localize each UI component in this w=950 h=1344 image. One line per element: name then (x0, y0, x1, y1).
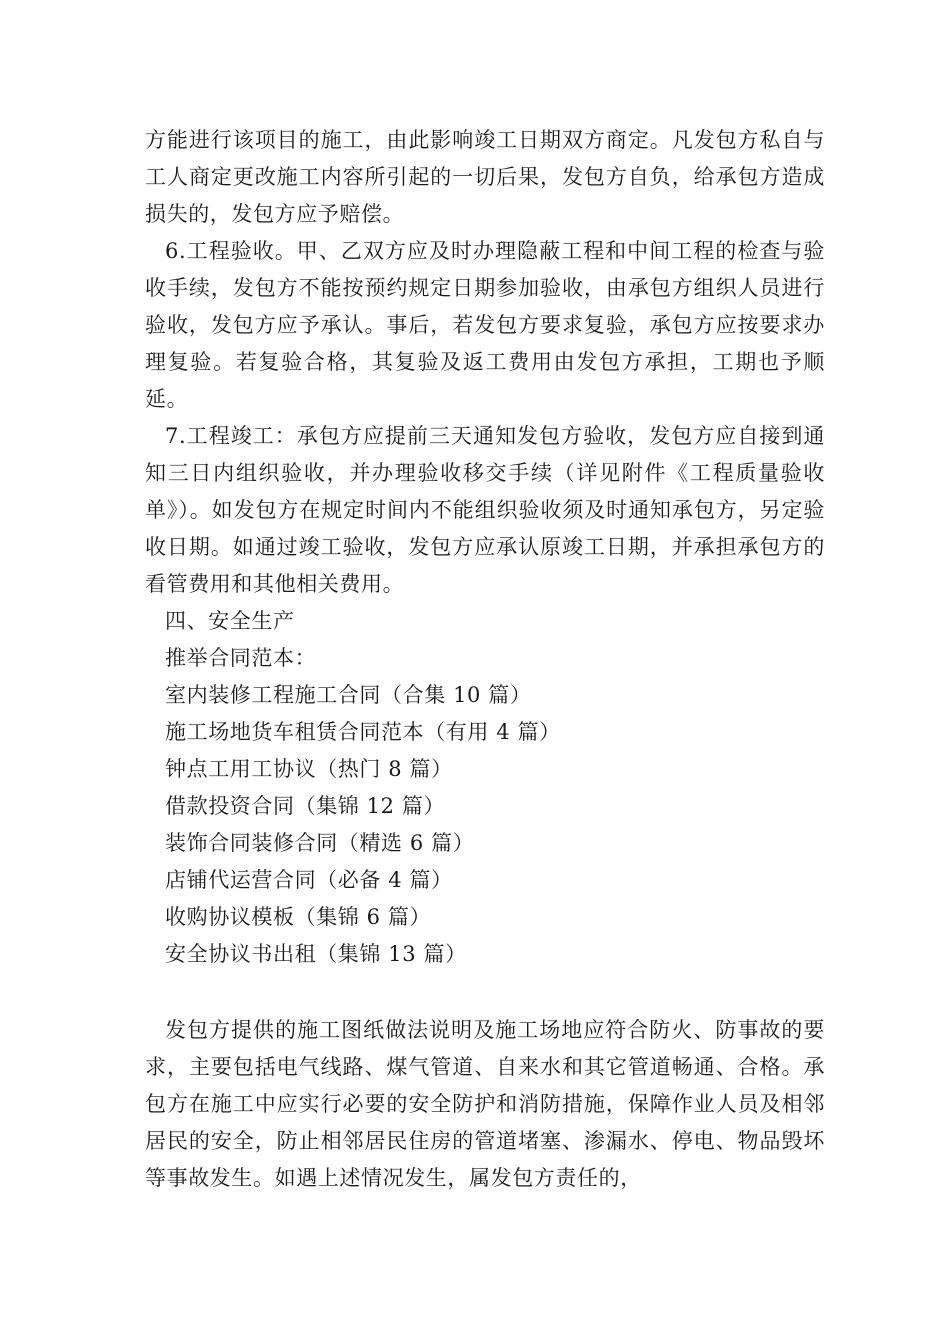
recommend-title: 推举合同范本： (165, 646, 317, 670)
document-body-bottom (145, 1012, 825, 1197)
recommend-link[interactable]: 安全协议书出租（集锦 13 篇） (165, 942, 467, 966)
recommend-link[interactable]: 收购协议模板（集锦 6 篇） (165, 905, 432, 929)
recommend-link[interactable]: 借款投资合同（集锦 12 篇） (165, 794, 446, 818)
recommend-link[interactable]: 店铺代运营合同（必备 4 篇） (165, 868, 453, 892)
section-heading: 四、安全生产 (165, 609, 295, 633)
document-body-top (145, 122, 825, 973)
paragraph-continuation: 方能进行该项目的施工，由此影响竣工日期双方商定。凡发包方私自与工人商定更改施工内容所引起的一切后果，发包方自负，给承包方造成损失的，发包方应予赔偿。 (145, 128, 825, 226)
recommend-list (145, 677, 825, 973)
recommend-link[interactable]: 钟点工用工协议（热门 8 篇） (165, 757, 453, 781)
paragraph-completion: 7.工程竣工：承包方应提前三天通知发包方验收，发包方应自接到通知三日内组织验收，并办理验收移交手续（详见附件《工程质量验收单》）。如发包方在规定时间内不能组织验收须及时通知承包方，另定验收日期。如通过竣工验收，发包方应承认原竣工日期，并承担承包方的看管费用和其他相关费用。 (145, 424, 825, 596)
paragraph-safety: 发包方提供的施工图纸做法说明及施工场地应符合防火、防事故的要求，主要包括电气线路、煤气管道、自来水和其它管道畅通、合格。承包方在施工中应实行必要的安全防护和消防措施，保障作业人员及相邻居民的安全，防止相邻居民住房的管道堵塞、渗漏水、停电、物品毁坏等事故发生。如遇上述情况发生，属发包方责任的， (145, 1018, 825, 1190)
recommend-link[interactable]: 室内装修工程施工合同（合集 10 篇） (165, 683, 532, 707)
recommend-link[interactable]: 施工场地货车租赁合同范本（有用 4 篇） (165, 720, 561, 744)
paragraph-acceptance: 6.工程验收。甲、乙双方应及时办理隐蔽工程和中间工程的检查与验收手续，发包方不能按预约规定日期参加验收，由承包方组织人员进行验收，发包方应予承认。事后，若发包方要求复验，承包方应按要求办理复验。若复验合格，其复验及返工费用由发包方承担，工期也予顺延。 (145, 239, 825, 411)
recommend-link[interactable]: 装饰合同装修合同（精选 6 篇） (165, 831, 475, 855)
